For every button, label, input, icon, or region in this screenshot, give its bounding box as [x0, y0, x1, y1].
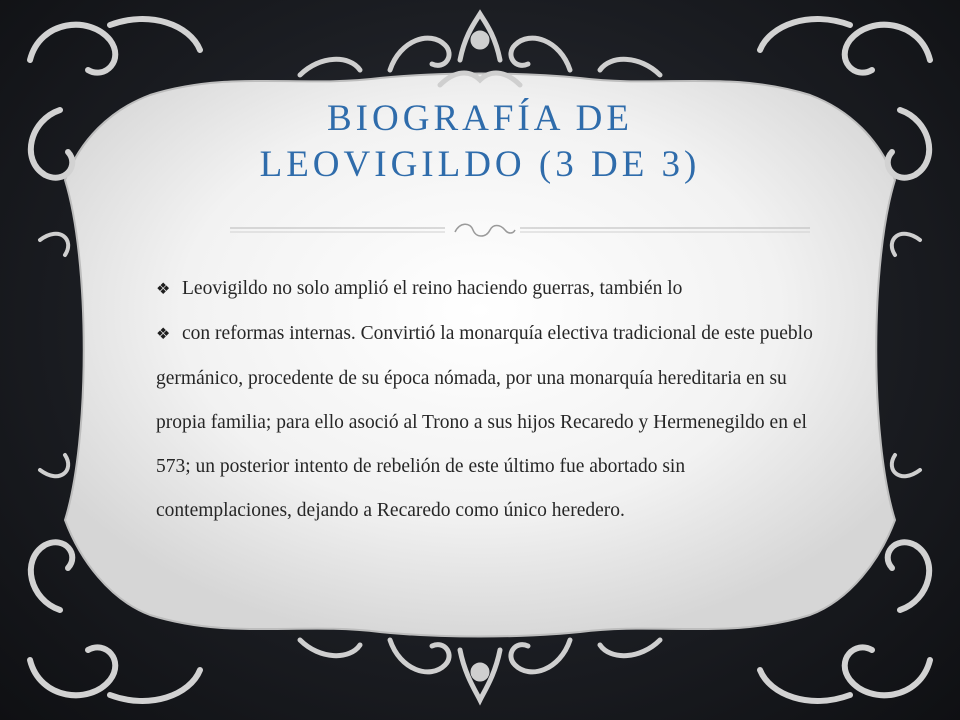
paragraph-text-1: Leovigildo no solo amplió el reino haciendo guerras, también lo: [182, 278, 683, 299]
diamond-clover-icon: ❖: [156, 326, 171, 343]
slide-title: [150, 96, 810, 188]
diamond-clover-icon: ❖: [156, 281, 171, 298]
slide-title-line-2: LEOVIGILDO (3 DE 3): [259, 144, 701, 185]
side-left-ornament-icon: [40, 234, 68, 476]
bottom-ornament-icon: [300, 640, 660, 700]
slide-title-line-1: BIOGRAFÍA DE: [327, 98, 633, 139]
flourish-divider-icon: [230, 218, 810, 242]
side-right-ornament-icon: [892, 234, 920, 476]
slide-body: [156, 267, 816, 533]
paragraph-text-2: con reformas internas. Convirtió la monarquía electiva tradicional de este pueblo germánico, procedente de su época nómada, por una monarquía hereditaria en su propia familia; para ello asoció al Trono a sus hijos Recaredo y Hermenegildo en el 573; un posterior intento de rebelión de este último fue abortado sin contemplaciones, dejando a Recaredo como único heredero.: [156, 323, 813, 521]
bullet-paragraph-2: [156, 312, 816, 533]
bullet-paragraph-1: [156, 267, 816, 312]
